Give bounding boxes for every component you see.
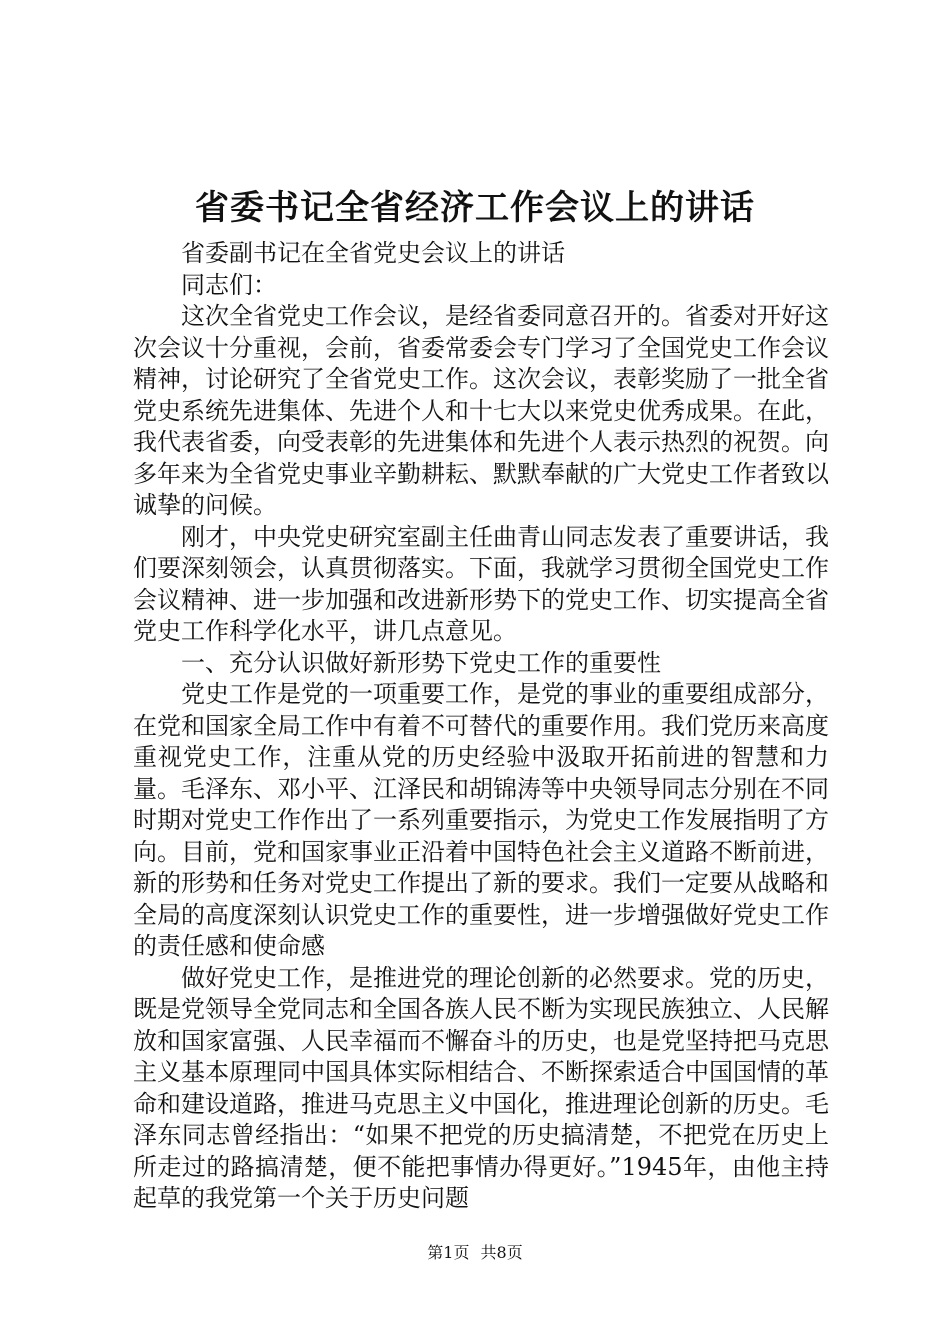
page-footer: [0, 1242, 950, 1264]
page-number: 第1页: [427, 1243, 470, 1262]
document-body: [133, 238, 829, 1215]
paragraph: 党史工作是党的一项重要工作，是党的事业的重要组成部分，在党和国家全局工作中有着不可替代的重要作用。我们党历来高度重视党史工作，注重从党的历史经验中汲取开拓前进的智慧和力量。毛泽东、邓小平、江泽民和胡锦涛等中央领导同志分别在不同时期对党史工作作出了一系列重要指示，为党史工作发展指明了方向。目前，党和国家事业正沿着中国特色社会主义道路不断前进，新的形势和任务对党史工作提出了新的要求。我们一定要从战略和全局的高度深刻认识党史工作的重要性，进一步增强做好党史工作的责任感和使命感: [133, 680, 829, 960]
page-total: 共8页: [480, 1243, 523, 1262]
document-title: 省委书记全省经济工作会议上的讲话: [195, 188, 755, 228]
paragraph: 做好党史工作，是推进党的理论创新的必然要求。党的历史，既是党领导全党同志和全国各族人民不断为实现民族独立、人民解放和国家富强、人民幸福而不懈奋斗的历史，也是党坚持把马克思主义基本原理同中国具体实际相结合、不断探索适合中国国情的革命和建设道路，推进马克思主义中国化，推进理论创新的历史。毛泽东同志曾经指出：“如果不把党的历史搞清楚，不把党在历史上所走过的路搞清楚，便不能把事情办得更好。”1945年，由他主持起草的我党第一个关于历史问题: [133, 963, 829, 1212]
paragraph-subtitle: 省委副书记在全省党史会议上的讲话: [181, 239, 565, 267]
section-heading: 一、充分认识做好新形势下党史工作的重要性: [181, 648, 661, 677]
paragraph: 这次全省党史工作会议，是经省委同意召开的。省委对开好这次会议十分重视，会前，省委常委会专门学习了全国党史工作会议精神，讨论研究了全省党史工作。这次会议，表彰奖励了一批全省党史系统先进集体、先进个人和十七大以来党史优秀成果。在此，我代表省委，向受表彰的先进集体和先进个人表示热烈的祝贺。向多年来为全省党史事业辛勤耕耘、默默奉献的广大党史工作者致以诚挚的问候。: [133, 302, 829, 519]
paragraph-salutation: 同志们：: [181, 270, 277, 299]
paragraph: 刚才，中央党史研究室副主任曲青山同志发表了重要讲话，我们要深刻领会，认真贯彻落实。下面，我就学习贯彻全国党史工作会议精神、进一步加强和改进新形势下的党史工作、切实提高全省党史工作科学化水平，讲几点意见。: [133, 522, 829, 645]
